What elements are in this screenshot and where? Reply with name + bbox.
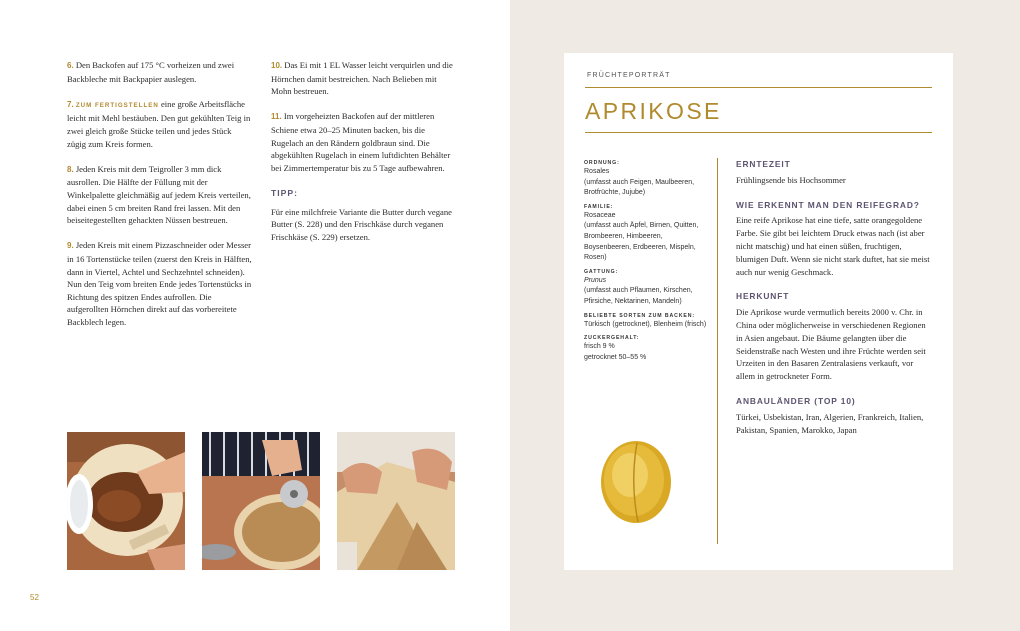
section-origin: HERKUNFT Die Aprikose wurde vermutlich bereits 2000 v. Chr. in China oder möglicherweise in verschiedenen Regionen in Asien angebaut. Die Bäume gelangten über die Seidenstraße nach Westen und ihre Früchte werden seit Urzeiten in den Basaren Zentralasiens verkauft, vor allem in getrockneter Form. [736, 291, 926, 382]
apricot-illustration-svg [597, 437, 675, 525]
section-harvest: ERNTEZEIT Frühlingsende bis Hochsommer [736, 159, 846, 185]
card-title: APRIKOSE [585, 98, 722, 124]
photo-cutting-dough [202, 432, 320, 570]
recipe-step: 6. Den Backofen auf 175 °C vorheizen und zwei Backbleche mit Backpapier auslegen. [67, 60, 235, 84]
recipe-steps-column-2 [271, 59, 458, 256]
recipe-step: 10. Das Ei mit 1 EL Wasser leicht verquirlen und die Hörnchen damit bestreichen. Nach Belieben mit Mohn bestreuen. [271, 60, 453, 97]
photo-cutting-dough-image [202, 432, 320, 570]
recipe-step: 8. Jeden Kreis mit dem Teigroller 3 mm dick ausrollen. Die Hälfte der Füllung mit der Winkelpalette gleichmäßig auf jedem Kreis verteilen, dabei einen 5 cm breiten Rand frei lassen. Mit den beiseitegestellten gehackten Nüssen bestreuen. [67, 163, 251, 226]
page-number: 52 [30, 593, 39, 602]
tip-heading: TIPP: [271, 187, 298, 198]
fact-order: ORDNUNG: Rosales (umfasst auch Feigen, Maulbeeren, Brotfrüchte, Jujube) [584, 160, 695, 197]
title-rule-top [585, 87, 932, 88]
fact-list [584, 159, 709, 367]
tip-text: Für eine milchfreie Variante die Butter durch vegane Butter (S. 228) und den Frischkäse durch veganen Frischkäse (S. 229) ersetzen. [271, 206, 452, 242]
recipe-step: 7. ZUM FERTIGSTELLEN eine große Arbeitsfläche leicht mit Mehl bestäuben. Den gut gekühlten Teig in zwei gleich große Stücke teilen und jedes Stück zügig zum Kreis formen. [67, 98, 251, 149]
title-rule-bottom [585, 132, 932, 133]
photo-spreading-filling-image [67, 432, 185, 570]
info-sections [736, 158, 931, 448]
step-cue: ZUM FERTIGSTELLEN [75, 101, 159, 109]
recipe-steps-column-1 [67, 59, 252, 341]
recipe-step: 11. Im vorgeheizten Backofen auf der mittleren Schiene etwa 20–25 Minuten backen, bis die Rugelach an den Rändern goldbraun sind. Die abgekühlten Rugelach in einem luftdichten Behälter bei Zimmertemperatur bis zu 5 Tage aufbewahren. [271, 111, 451, 173]
fact-family: FAMILIE: Rosaceae (umfasst auch Äpfel, Birnen, Quitten, Brombeeren, Himbeeren, Boysenbeeren, Erdbeeren, Mispeln, Rosen) [584, 203, 699, 262]
photo-spreading-filling [67, 432, 185, 570]
fact-varieties: BELIEBTE SORTEN ZUM BACKEN: Türkisch (getrocknet), Blenheim (frisch) [584, 312, 707, 328]
section-growing-countries: ANBAULÄNDER (TOP 10) Türkei, Usbekistan, Iran, Algerien, Frankreich, Italien, Pakistan, Spanien, Marokko, Japan [736, 395, 924, 435]
card-column-divider [717, 158, 718, 544]
recipe-step: 9. Jeden Kreis mit einem Pizzaschneider oder Messer in 16 Tortenstücke teilen (zuerst den Kreis in Hälften, dann in Viertel, Achtel und Sechzehntel schneiden). Nun den Teig vom breiten Ende jedes Tortenstücks in Richtung des spitzen Endes aufrollen. Die aufgerollten Hörnchen direkt auf das vorbereitete Backblech legen. [67, 240, 252, 327]
photo-rolling-croissants [337, 432, 455, 570]
fact-genus: GATTUNG: Prunus (umfasst auch Pflaumen, Kirschen, Pfirsiche, Nektarinen, Mandeln) [584, 268, 693, 305]
card-kicker: FRÜCHTEPORTRÄT [587, 72, 671, 79]
apricot-illustration-icon [597, 437, 675, 525]
fact-sugar-content: ZUCKERGEHALT: frisch 9 % getrocknet 50–55 % [584, 335, 647, 361]
section-ripeness: WIE ERKENNT MAN DEN REIFEGRAD? Eine reife Aprikose hat eine tiefe, satte orangegoldene Farbe. Sie gibt bei leichtem Druck etwas nach (ist aber nicht matschig) und hat einen süßen, fruchtigen, blumigen Duft. Wenn sie nicht stark duftet, hat sie meist auch nur wenig Geschmack. [736, 199, 930, 277]
photo-rolling-croissants-image [337, 432, 455, 570]
